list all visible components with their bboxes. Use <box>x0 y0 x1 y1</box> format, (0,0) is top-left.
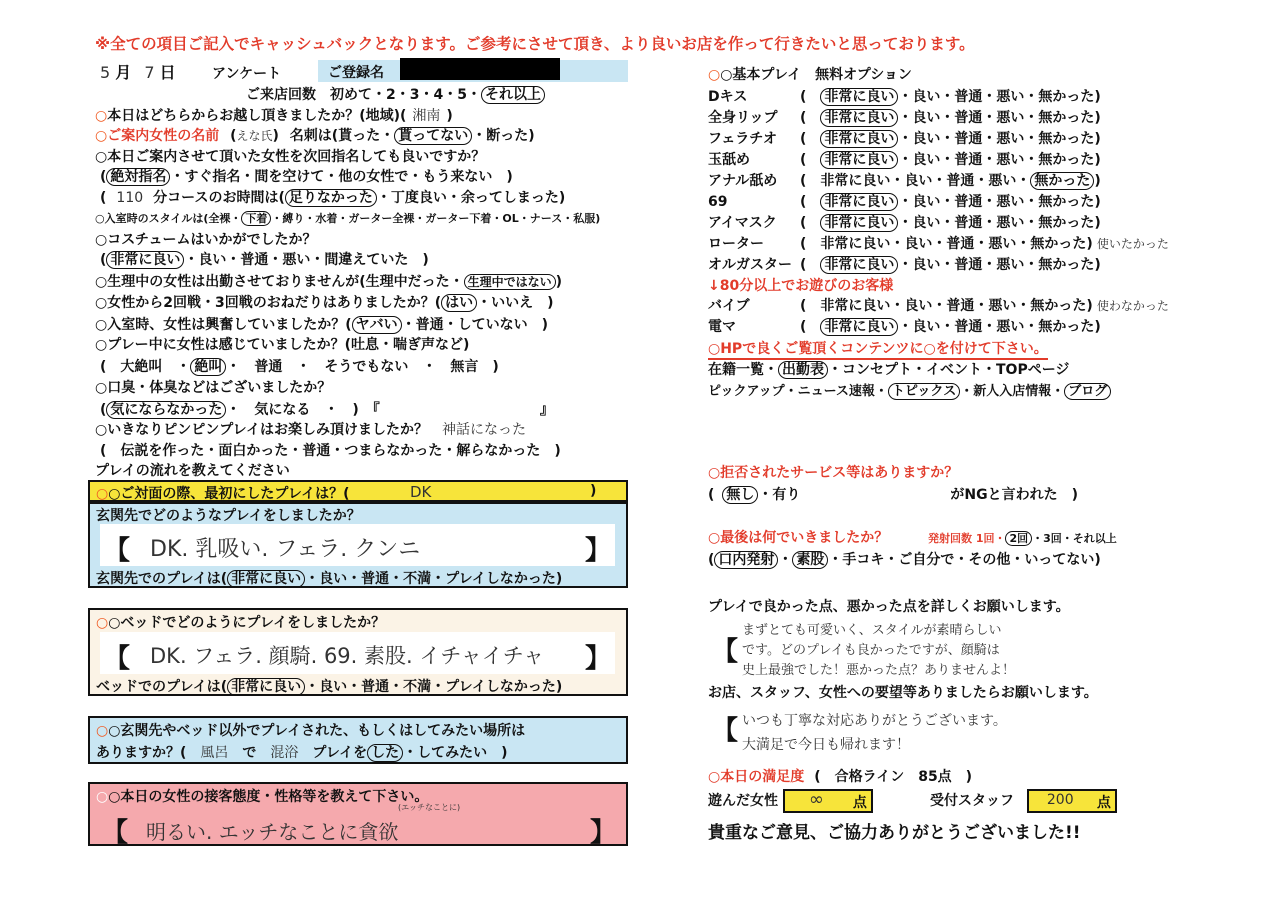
good-bad-q: プレイで良かった点、悪かった点を詳しくお願いします。 <box>708 599 1070 615</box>
rating-option: 悪い <box>988 298 1017 314</box>
rating-option: 悪い <box>988 236 1017 252</box>
rating-option: 悪い <box>996 215 1025 231</box>
play-row: ローター ( 非常に良い・良い・普通・悪い・無かった) 使いたかった <box>708 233 1169 253</box>
rating-option: 悪い <box>996 131 1025 147</box>
play-row: アナル舐め ( 非常に良い・良い・普通・悪い・ 無かった ) <box>708 170 1101 190</box>
finish-count: 発射回数 1回・ 2回 ・3回・それ以上 <box>928 532 1117 545</box>
q-feel-options: ( 大絶叫 ・ 絶叫 ・ 普通 ・ そうでもない ・ 無言 ) <box>100 359 499 375</box>
rating-option: 普通 <box>954 194 983 210</box>
play-name: オルガスター <box>708 257 792 273</box>
rating-option: 良い <box>904 298 933 314</box>
q-odor-options: ( 気にならなかった ・ 気になる ・ ) 『 』 <box>100 402 554 418</box>
registered-name-label: ご登録名 <box>328 65 384 81</box>
play-row: オルガスター ( 非常に良い ・良い・普通・悪い・無かった) <box>708 254 1101 274</box>
rating-option: 非常に良い <box>820 151 898 169</box>
entrance-rating: 玄関先でのプレイは( 非常に良い ・良い・普通・不満・プレイしなかった) <box>96 571 563 587</box>
play-name: 電マ <box>708 319 736 335</box>
rating-option: 非常に良い <box>820 256 898 274</box>
rating-option: 悪い <box>996 89 1025 105</box>
reception-score: 200 点 <box>1027 789 1117 813</box>
over80-title: ↓80分以上でお遊びのお客様 <box>708 278 894 294</box>
visits-row: ご来店回数 初めて・2・3・4・5・ それ以上 <box>246 84 545 104</box>
played-woman-score: ∞ 点 <box>783 789 873 813</box>
rating-option: 普通 <box>954 319 983 335</box>
q-sudden: ○いきなりピンピンプレイはお楽しみ頂けましたか？ 神話になった <box>95 422 526 438</box>
refused-line: ( 無し ・有り がNGと言われた ) <box>708 487 1079 503</box>
q-area: ○本日はどちらからお越し頂きましたか？(地域)( 湘南 ) <box>95 108 453 124</box>
bed-answer-area: 【 DK. フェラ. 顔騎. 69. 素股. イチャイチャ 】 <box>100 632 615 674</box>
rating-option: 無かった <box>1038 89 1095 105</box>
q-costume-options: ( 非常に良い ・良い・普通・悪い・間違えていた ) <box>100 252 429 268</box>
play-row: バイブ ( 非常に良い・良い・普通・悪い・無かった) 使わなかった <box>708 295 1169 315</box>
request-answer-area: 【 いつも丁寧な対応ありがとうございます。 大満足で今日も帰れます！ <box>712 706 1122 756</box>
survey-label: アンケート <box>212 66 282 82</box>
q-period: ○生理中の女性は出勤させておりませんが(生理中だった・ 生理中ではない ) <box>95 274 563 290</box>
attitude-answer: 明るい. エッチなことに貪欲 <box>146 820 399 844</box>
q-style: ○入室時のスタイルは(全裸・ 下着 ・縛り・水着・ガーター全裸・ガーター下着・OL・ナース・私服) <box>95 212 601 225</box>
play-name: バイブ <box>708 298 750 314</box>
sudden-note: 神話になった <box>441 422 526 438</box>
q-sudden-options: ( 伝説を作った・面白かった・普通・つまらなかった・解らなかった ) <box>100 443 561 459</box>
rating-option: 良い <box>912 319 941 335</box>
finish-line: ( 口内発射 ・ 素股 ・手コキ・ご自分で・その他・いってない) <box>708 552 1101 568</box>
q-round2: ○女性から2回戦・3回戦のおねだりはありましたか？( はい ・いいえ ) <box>95 295 554 311</box>
play-name: Dキス <box>708 89 748 105</box>
rating-option: 良い <box>912 89 941 105</box>
q-costume: ○コスチュームはいかがでしたか？ <box>95 232 317 248</box>
rating-option: 非常に良い <box>820 173 891 189</box>
date: 5 月 7 日 <box>100 63 176 82</box>
rating-option: 非常に良い <box>820 214 898 232</box>
rating-option: 悪い <box>996 152 1025 168</box>
play-name: フェラチオ <box>708 131 778 147</box>
rating-option: 無かった <box>1030 172 1094 190</box>
registered-name-field[interactable] <box>318 60 628 82</box>
rating-option: 非常に良い <box>820 298 891 314</box>
play-row: フェラチオ ( 非常に良い ・良い・普通・悪い・無かった) <box>708 128 1101 148</box>
rating-option: 無かった <box>1038 110 1095 126</box>
rating-option: 良い <box>904 236 933 252</box>
entrance-answer-area: 【 DK. 乳吸い. フェラ. クンニ 】 <box>100 524 615 566</box>
good-bad-line-3: 史上最強でした！悪かった点？ありませんよ！ <box>742 663 1016 678</box>
area-answer: 湘南 <box>412 108 441 124</box>
play-note: 使わなかった <box>1096 299 1169 313</box>
bed-box: ○○ベッドでどのようにプレイをしましたか？ 【 DK. フェラ. 顔騎. 69. 素股. イチャイチャ 】 ベッドでのプレイは( 非常に良い ・良い・普通・不満・プレイしなかった) <box>88 608 628 696</box>
rating-option: 普通 <box>954 89 983 105</box>
hp-line2: ピックアップ・ニュース速報・ トピックス ・新人入店情報・ ブログ <box>708 380 1111 399</box>
rating-option: 無かった <box>1030 298 1087 314</box>
play-row: アイマスク ( 非常に良い ・良い・普通・悪い・無かった) <box>708 212 1101 232</box>
rating-option: 普通 <box>946 298 975 314</box>
play-name: ローター <box>708 236 764 252</box>
reception-staff: 受付スタッフ 200 点 <box>930 789 1117 813</box>
finish-q: ○最後は何でいきましたか？ <box>708 530 889 546</box>
entrance-answer: DK. 乳吸い. フェラ. クンニ <box>150 537 421 562</box>
play-name: 69 <box>708 194 728 210</box>
course-minutes: 110 <box>116 190 144 206</box>
request-line-1: いつも丁寧な対応ありがとうございます。 <box>742 713 1007 729</box>
guide-label: ご案内女性の名前 <box>107 128 220 144</box>
rating-option: 無かった <box>1038 319 1095 335</box>
rating-option: 良い <box>912 131 941 147</box>
rating-option: 悪い <box>988 173 1017 189</box>
rating-option: 無かった <box>1038 152 1095 168</box>
rating-option: 良い <box>904 173 933 189</box>
play-row: Dキス ( 非常に良い ・良い・普通・悪い・無かった) <box>708 86 1101 106</box>
rating-option: 非常に良い <box>820 318 898 336</box>
rating-option: 無かった <box>1038 194 1095 210</box>
bed-rating: ベッドでのプレイは( 非常に良い ・良い・普通・不満・プレイしなかった) <box>96 679 563 695</box>
visits-selected: それ以上 <box>481 86 545 104</box>
hp-line1: 在籍一覧・ 出勤表 ・コンセプト・イベント・TOPページ <box>708 362 1070 378</box>
q-nominate: ○本日ご案内させて頂いた女性を次回指名しても良いですか？ <box>95 149 486 165</box>
rating-option: 普通 <box>954 215 983 231</box>
play-name: 全身リップ <box>708 110 778 126</box>
rating-option: 普通 <box>954 131 983 147</box>
rating-option: 悪い <box>996 194 1025 210</box>
q-course: ( 110 分コースのお時間は( 足りなかった ・丁度良い・余ってしまった) <box>100 190 566 206</box>
rating-option: 良い <box>912 110 941 126</box>
rating-option: 悪い <box>996 110 1025 126</box>
play-row: 全身リップ ( 非常に良い ・良い・普通・悪い・無かった) <box>708 107 1101 127</box>
date-month: 5 <box>100 63 111 82</box>
hp-title: ○HPで良くご覧頂くコンテンツに○を付けて下さい。 <box>708 338 1048 360</box>
rating-option: 無かった <box>1038 215 1095 231</box>
q-guide: ○ご案内女性の名前 (えな氏) 名刺は(貰った・ 貰ってない ・断った) <box>95 128 535 144</box>
other-place-answer: ありますか？( 風呂 で 混浴 プレイを した ・してみたい ) <box>96 745 508 761</box>
request-line-2: 大満足で今日も帰れます！ <box>742 737 910 753</box>
play-note: 使いたかった <box>1096 237 1169 251</box>
rating-option: 無かった <box>1038 131 1095 147</box>
rating-option: 非常に良い <box>820 130 898 148</box>
rating-option: 非常に良い <box>820 193 898 211</box>
play-name: アイマスク <box>708 215 777 231</box>
play-row: 電マ ( 非常に良い ・良い・普通・悪い・無かった) <box>708 316 1101 336</box>
rating-option: 悪い <box>996 319 1025 335</box>
q-odor: ○口臭・体臭などはございましたか？ <box>95 380 332 396</box>
good-bad-line-2: です。どのプレイも良かったですが、顔騎は <box>742 643 1000 658</box>
rating-option: 普通 <box>954 257 983 273</box>
entrance-box: 玄関先でどのようなプレイをしましたか？ 【 DK. 乳吸い. フェラ. クンニ 】 玄関先でのプレイは( 非常に良い ・良い・普通・不満・プレイしなかった) <box>88 502 628 588</box>
rating-option: 良い <box>912 152 941 168</box>
request-q: お店、スタッフ、女性への要望等ありましたらお願いします。 <box>708 685 1098 701</box>
play-name: 玉舐め <box>708 152 750 168</box>
refused-q: ○拒否されたサービス等はありますか？ <box>708 465 959 481</box>
rating-option: 普通 <box>946 173 975 189</box>
played-woman: 遊んだ女性 ∞ 点 <box>708 789 873 813</box>
rating-option: 非常に良い <box>820 88 898 106</box>
play-row: 69 ( 非常に良い ・良い・普通・悪い・無かった) <box>708 194 1101 210</box>
attitude-note: (エッチなことに) <box>398 803 461 812</box>
bed-answer: DK. フェラ. 顔騎. 69. 素股. イチャイチャ <box>150 644 545 668</box>
attitude-box: ○○本日の女性の接客態度・性格等を教えて下さい。 (エッチなことに) 【 明るい. エッチなことに貪欲 】 <box>88 782 628 846</box>
good-bad-line-1: まずとても可愛いく、スタイルが素晴らしい <box>742 623 1002 638</box>
rating-option: 普通 <box>946 236 975 252</box>
rating-option: 普通 <box>954 110 983 126</box>
guide-answer: えな氏 <box>236 129 273 143</box>
rating-option: 無かった <box>1030 236 1087 252</box>
q-nominate-options: ( 絶対指名 ・すぐ指名・間を空けて・他の女性で・もう来ない ) <box>100 169 513 185</box>
date-day: 7 <box>144 63 155 82</box>
rating-option: 悪い <box>996 257 1025 273</box>
rating-option: 良い <box>912 215 941 231</box>
rating-option: 普通 <box>954 152 983 168</box>
header-notice: ※全ての項目ご記入でキャッシュバックとなります。ご参考にさせて頂き、より良いお店を作って行きたいと思っております。 <box>95 35 975 53</box>
first-play-box: ○○ご対面の際、最初にしたプレイは？( DK ) <box>88 480 628 502</box>
play-row: 玉舐め ( 非常に良い ・良い・普通・悪い・無かった) <box>708 149 1101 169</box>
rating-option: 無かった <box>1038 257 1095 273</box>
rating-option: 非常に良い <box>820 109 898 127</box>
rating-option: 良い <box>912 257 941 273</box>
rating-option: 非常に良い <box>820 236 891 252</box>
q-excited: ○入室時、女性は興奮していましたか？( ヤバい ・普通・していない ) <box>95 317 549 333</box>
good-bad-answer-area: 【 まずとても可愛いく、スタイルが素晴らしい です。どのプレイも良かったですが、顔騎は 史上最強でした！悪かった点？ありませんよ！ <box>712 617 1122 679</box>
other-place-box: ○○玄関先やベッド以外でプレイされた、もしくはしてみたい場所は ありますか？( 風呂 で 混浴 プレイを した ・してみたい ) <box>88 716 628 764</box>
first-play-answer: DK <box>410 483 432 501</box>
rating-option: 良い <box>912 194 941 210</box>
redaction-bar <box>400 58 560 80</box>
satisfaction: ○本日の満足度 ( 合格ライン 85点 ) <box>708 769 973 785</box>
basic-title: ○○基本プレイ 無料オプション <box>708 67 912 83</box>
flow-title: プレイの流れを教えてください <box>95 463 290 479</box>
q-feel: ○プレー中に女性は感じていましたか？(吐息・喘ぎ声など) <box>95 337 470 353</box>
play-name: アナル舐め <box>708 173 778 189</box>
thanks: 貴重なご意見、ご協力ありがとうございました!! <box>708 823 1081 843</box>
